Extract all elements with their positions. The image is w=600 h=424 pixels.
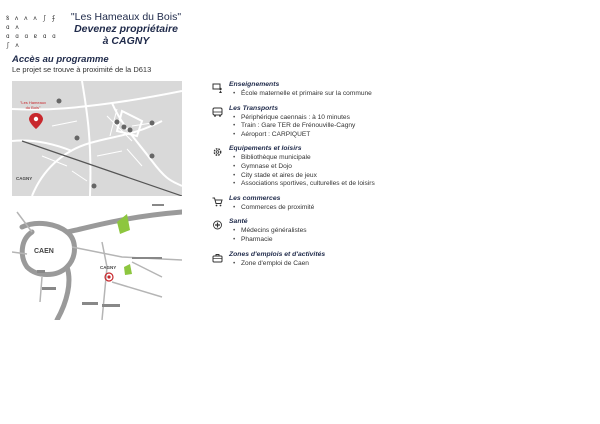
list-item: • Aéroport : CARPIQUET xyxy=(241,131,472,140)
program-name: "Les Hameaux du Bois" xyxy=(70,11,182,23)
list-item: • Train : Gare TER de Frénouville-Cagny xyxy=(241,122,472,131)
list-item: • Médecins généralistes xyxy=(241,227,472,236)
category-transports xyxy=(212,104,472,140)
headline-line-1: Devenez propriétaire xyxy=(74,23,178,35)
category-title: Les commerces xyxy=(229,194,281,202)
cart-icon xyxy=(212,194,223,204)
category-enseignements xyxy=(212,80,472,99)
list-item: • École maternelle et primaire sur la commune xyxy=(241,90,472,99)
health-cross-icon xyxy=(212,217,223,227)
category-title: Santé xyxy=(229,218,248,226)
category-equipements xyxy=(212,144,472,188)
regional-map xyxy=(12,202,182,320)
teacher-icon xyxy=(212,80,223,90)
list-item: • Périphérique caennais : à 10 minutes xyxy=(241,114,472,123)
list-item: • Associations sportives, culturelles et de loisirs xyxy=(241,180,472,189)
local-map-drawing xyxy=(12,81,182,196)
bus-icon xyxy=(212,104,223,114)
logo-line-2: ɑ ɑ ɑ ɐ ɑ ɑ ʃ ʌ xyxy=(6,33,57,49)
list-item: • Commerces de proximité xyxy=(241,204,472,213)
amenities-list xyxy=(212,80,472,273)
section-title: Accès au programme xyxy=(12,54,109,65)
list-item: • Zone d'emploi de Caen xyxy=(241,260,472,269)
list-item: • Bibliothèque municipale xyxy=(241,154,472,163)
category-title: Enseignements xyxy=(229,81,280,88)
list-item: • Gymnase et Dojo xyxy=(241,163,472,172)
briefcase-icon xyxy=(212,250,223,260)
map2-town-label: CAGNY xyxy=(100,265,117,270)
logo xyxy=(6,14,64,49)
category-sante xyxy=(212,217,472,244)
page-header xyxy=(66,11,186,47)
regional-map-drawing xyxy=(12,202,182,320)
map1-town-label: CAGNY xyxy=(16,176,33,181)
list-item: • City stade et aires de jeux xyxy=(241,172,472,181)
map2-city-label: CAEN xyxy=(34,248,54,255)
category-emplois xyxy=(212,250,472,269)
project-marker xyxy=(29,113,43,129)
local-map xyxy=(12,81,182,196)
logo-line-1: ꝸ ʌ ʌ ʌ ʃ ʄ ɑ ʌ xyxy=(6,15,57,31)
category-title: Les Transports xyxy=(229,104,278,112)
category-title: Equipements et loisirs xyxy=(229,145,302,153)
section-subtitle: Le projet se trouve à proximité de la D613 xyxy=(12,65,152,74)
list-item: • Pharmacie xyxy=(241,236,472,245)
map1-marker-label: "Les Hameaux du Bois" xyxy=(19,100,47,110)
category-title: Zones d'emplois et d'activités xyxy=(229,250,326,258)
category-commerces xyxy=(212,194,472,213)
headline-line-2: à CAGNY xyxy=(102,35,150,47)
gear-icon xyxy=(212,144,223,154)
